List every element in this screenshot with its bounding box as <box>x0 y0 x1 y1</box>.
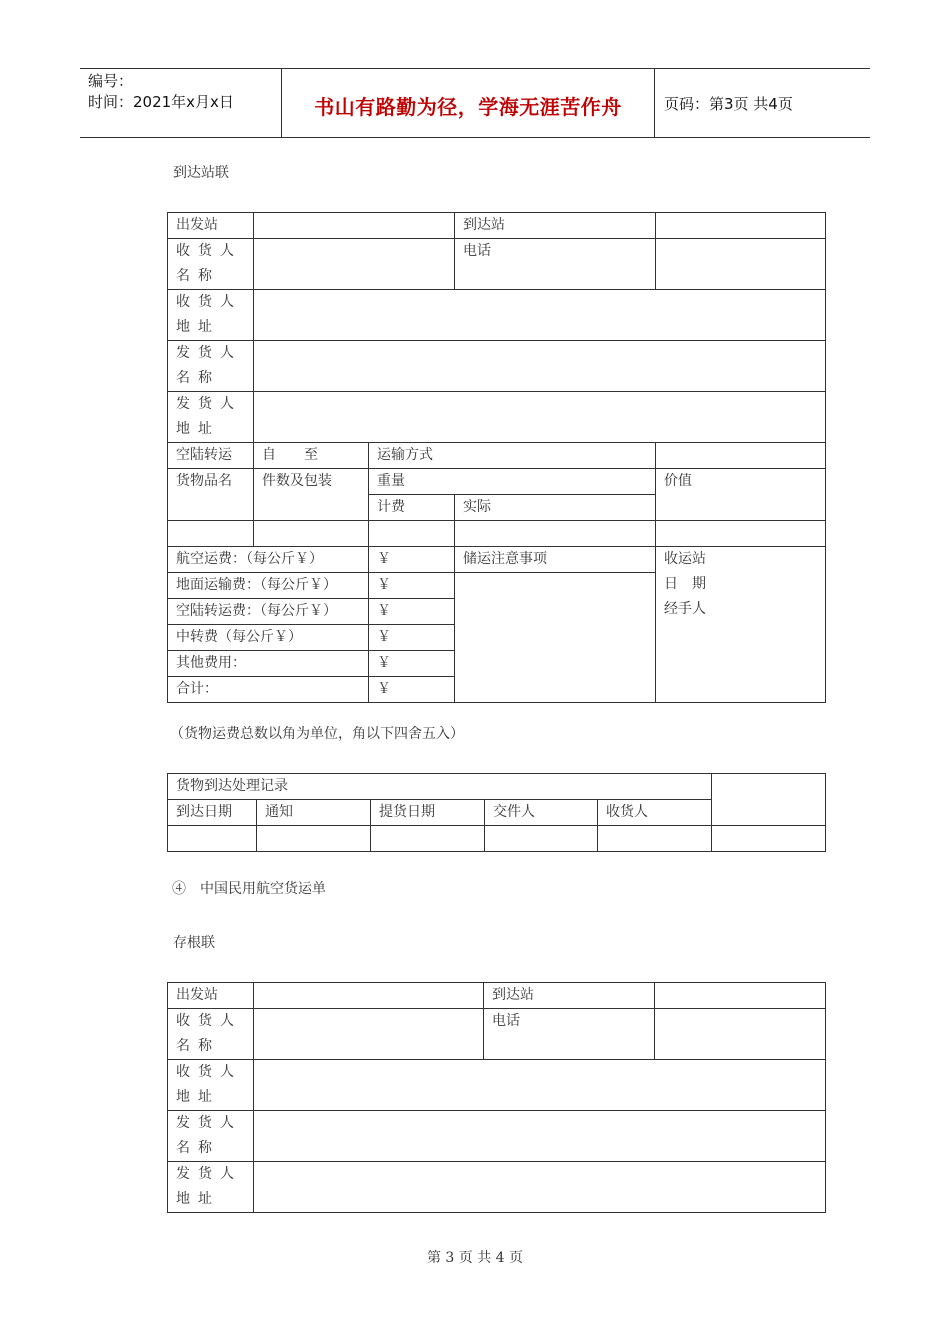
field-arrival-date[interactable] <box>168 826 257 852</box>
document-time: 时间：2021年x月x日 <box>88 93 234 111</box>
field-shipper-address[interactable] <box>254 392 826 443</box>
label-shipper-address: 发货人地址 <box>168 392 254 443</box>
yen-total: ￥ <box>369 677 455 703</box>
label-air-freight: 航空运费：（每公斤￥） <box>168 547 369 573</box>
field-arrive[interactable] <box>655 983 826 1009</box>
label-weight: 重量 <box>369 469 656 495</box>
record-title: 货物到达处理记录 <box>168 774 712 800</box>
header-divider <box>654 69 655 137</box>
field-chargeable-weight[interactable] <box>369 521 455 547</box>
arrival-record-table <box>167 773 826 852</box>
field-deliverer[interactable] <box>485 826 598 852</box>
label-transport-mode: 运输方式 <box>369 443 656 469</box>
label-phone: 电话 <box>484 1009 655 1060</box>
yen-transit-fee: ￥ <box>369 625 455 651</box>
label-shipper-address: 发货人地址 <box>168 1162 254 1213</box>
stub-waybill-form <box>167 982 826 1213</box>
field-storage-notes[interactable] <box>455 573 656 703</box>
field-pieces-package[interactable] <box>254 521 369 547</box>
record-col-arrival-date: 到达日期 <box>168 800 257 826</box>
header-motto: 书山有路勤为径，学海无涯苦作舟 <box>314 95 622 119</box>
label-shipper-name: 发货人名称 <box>168 341 254 392</box>
field-consignee-address[interactable] <box>254 290 826 341</box>
field-phone[interactable] <box>655 1009 826 1060</box>
label-consignee-name: 收货人名称 <box>168 1009 254 1060</box>
field-arrive[interactable] <box>656 213 826 239</box>
label-pieces-package: 件数及包装 <box>254 469 369 521</box>
section-title-arrival: 到达站联 <box>173 165 229 181</box>
label-consignee-name: 收货人名称 <box>168 239 254 290</box>
waybill-heading: ④ 中国民用航空货运单 <box>172 881 326 897</box>
field-transport-mode[interactable] <box>656 443 826 469</box>
field-shipper-name[interactable] <box>254 341 826 392</box>
field-shipper-address[interactable] <box>254 1162 826 1213</box>
label-actual-weight: 实际 <box>455 495 656 521</box>
label-depart: 出发站 <box>168 213 254 239</box>
field-receiver[interactable] <box>598 826 712 852</box>
yen-transfer-fee: ￥ <box>369 599 455 625</box>
field-depart[interactable] <box>254 983 484 1009</box>
document-header <box>80 68 870 138</box>
label-arrive: 到达站 <box>455 213 656 239</box>
record-col-notice: 通知 <box>257 800 371 826</box>
field-value[interactable] <box>656 521 826 547</box>
label-receiving-station: 收运站 <box>664 551 706 567</box>
label-handler: 经手人 <box>664 601 706 617</box>
yen-other-fees: ￥ <box>369 651 455 677</box>
field-consignee-address[interactable] <box>254 1060 826 1111</box>
field-notice[interactable] <box>257 826 371 852</box>
record-col-deliverer: 交件人 <box>485 800 598 826</box>
page-indicator: 页码：第3页 共4页 <box>664 95 793 113</box>
rounding-note: （货物运费总数以角为单位，角以下四舍五入） <box>170 726 464 742</box>
label-depart: 出发站 <box>168 983 254 1009</box>
label-consignee-address: 收货人地址 <box>168 290 254 341</box>
label-total: 合计： <box>168 677 369 703</box>
label-date: 日 期 <box>664 576 706 592</box>
document-number: 编号： <box>88 72 134 90</box>
section-title-stub: 存根联 <box>173 935 215 951</box>
label-value: 价值 <box>656 469 826 521</box>
record-col-pickup-date: 提货日期 <box>371 800 485 826</box>
record-col-receiver: 收货人 <box>598 800 712 826</box>
field-consignee-name[interactable] <box>254 1009 484 1060</box>
label-transfer-fee: 空陆转运费：（每公斤￥） <box>168 599 369 625</box>
label-from-to: 自 至 <box>254 443 369 469</box>
label-shipper-name: 发货人名称 <box>168 1111 254 1162</box>
label-storage-notes: 储运注意事项 <box>455 547 656 573</box>
field-phone[interactable] <box>656 239 826 290</box>
label-phone: 电话 <box>455 239 656 290</box>
field-actual-weight[interactable] <box>455 521 656 547</box>
label-arrive: 到达站 <box>484 983 655 1009</box>
label-chargeable-weight: 计费 <box>369 495 455 521</box>
label-goods-name: 货物品名 <box>168 469 254 521</box>
header-meta <box>88 71 234 113</box>
yen-air-freight: ￥ <box>369 547 455 573</box>
yen-ground-freight: ￥ <box>369 573 455 599</box>
label-other-fees: 其他费用： <box>168 651 369 677</box>
field-record-extra[interactable] <box>712 826 826 852</box>
label-consignee-address: 收货人地址 <box>168 1060 254 1111</box>
label-ground-freight: 地面运输费：（每公斤￥） <box>168 573 369 599</box>
receiving-station-block <box>656 547 826 703</box>
label-air-land-transfer: 空陆转运 <box>168 443 254 469</box>
field-consignee-name[interactable] <box>254 239 455 290</box>
field-shipper-name[interactable] <box>254 1111 826 1162</box>
arrival-waybill-form <box>167 212 826 703</box>
field-depart[interactable] <box>254 213 455 239</box>
record-side-cell <box>712 774 826 826</box>
page-footer: 第 3 页 共 4 页 <box>426 1250 524 1266</box>
field-goods-name[interactable] <box>168 521 254 547</box>
label-transit-fee: 中转费（每公斤￥） <box>168 625 369 651</box>
field-pickup-date[interactable] <box>371 826 485 852</box>
